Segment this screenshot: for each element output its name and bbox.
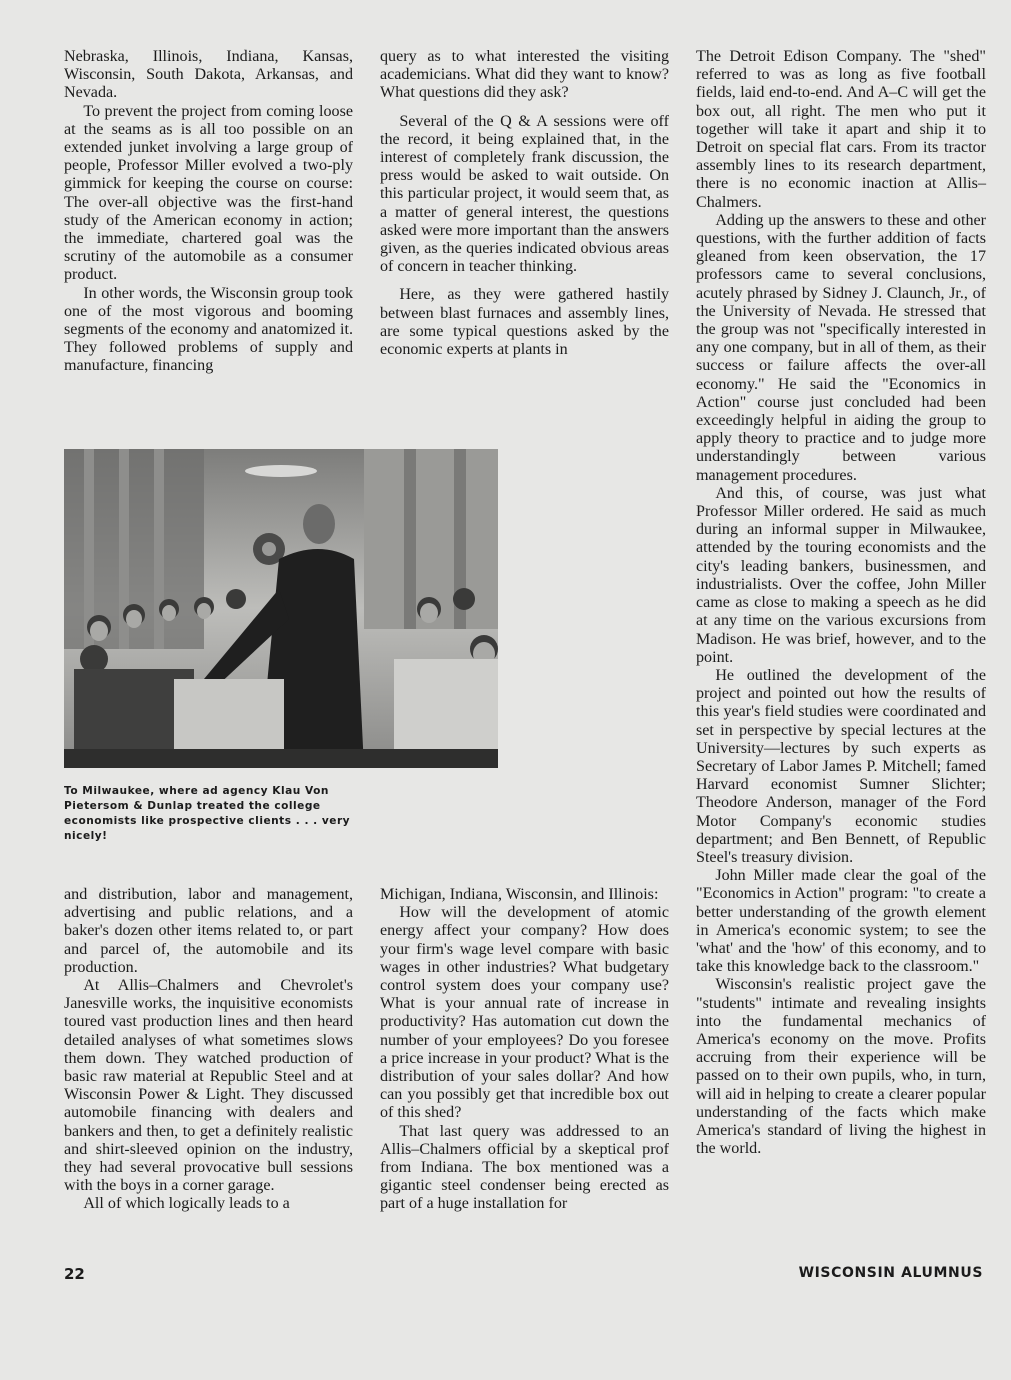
paragraph: He outlined the development of the project and pointed out how the results of this year's field studies were coordinated and set in perspective by special lectures at the University—lectures by such experts as Secretary of Labor James P. Mitchell; famed Harvard economist Sumner Slichter; Theodore Anderson, manager of the Ford Motor Company's economic studies department; and Ben Bennett, of Republic Steel's treasury division.: [696, 666, 986, 866]
paragraph: To prevent the project from coming loose at the seams as is all too possible on an extended junket involving a large group of people, Professor Miller evolved a two-ply gimmick for keeping the course on course: The over-all objective was the first-hand study of the American economy in action; the immediate, chartered goal was the scrutiny of the automobile as a consumer product.: [64, 102, 353, 284]
paragraph: Wisconsin's realistic project gave the "students" intimate and revealing insights into the fundamental mechanics of America's economy on the move. Profits accruing from their experience will be passed on to their own pupils, who, in turn, will aid in helping to create a clearer popular understanding of the facts which make America's standard of living the highest in the world.: [696, 976, 986, 1158]
paragraph: All of which logically leads to a: [83, 1195, 290, 1213]
column-1-bottom: [64, 886, 353, 1214]
paragraph: At Allis–Chalmers and Chevrolet's Janesville works, the inquisitive economists toured vast production lines and then heard detailed analyses of what sometimes slows them down. They watched production of basic raw material at Republic Steel and at Wisconsin Power & Light. They discussed automobile financing with dealers and bankers and then, to get a definitely realistic and shirt-sleeved opinion on the industry, they had several provocative bull sessions with the boys in a corner garage.: [64, 977, 353, 1195]
paragraph: That last query was addressed to an Allis–Chalmers official by a skeptical prof from Indiana. The box mentioned was a gigantic steel condenser being erected as part of a huge installation for: [380, 1122, 669, 1213]
paragraph: Adding up the answers to these and other questions, with the further addition of facts gleaned from keen observation, the 17 professors came to several conclusions, acutely phrased by Sidney J. Claunch, Jr., of the University of Nevada. He stressed that the group was not "specifically interested in any one company, but in all of them, as their success or failure affects the over-all economy." He said the "Economics in Action" course just concluded had been exceedingly helpful in aiding the group to apply theory to practice and to judge more understandingly between various management procedures.: [696, 211, 986, 484]
paragraph: In other words, the Wisconsin group took one of the most vigorous and booming segments of the economy and anatomized it. They followed problems of supply and manufacture, financing: [64, 284, 353, 375]
page-number: 22: [64, 1265, 85, 1283]
column-3: [696, 48, 986, 1158]
paragraph: and distribution, labor and management, advertising and public relations, and a baker's dozen other items related to, or part and parcel of, the automobile and its production.: [64, 886, 353, 976]
paragraph: John Miller made clear the goal of the "Economics in Action" program: "to create a better understanding of the growth element in America's economic system; to see the 'what' and the 'how' of this economy, and to take this knowledge back to the classroom.": [696, 867, 986, 976]
column-1-top: [64, 48, 353, 376]
column-2-bottom: [380, 886, 669, 1214]
paragraph: Several of the Q & A sessions were off the record, it being explained that, in the interest of completely frank discussion, the press would be asked to wait outside. On this particular project, it would seem that, as a matter of general interest, the questions asked were more important than the answers given, as the queries indicated obvious areas of concern in teacher thinking.: [380, 112, 669, 276]
meeting-photo: [64, 449, 498, 768]
photo-caption: To Milwaukee, where ad agency Klau Von Pietersom & Dunlap treated the college economists like prospective clients . . . very nicely!: [64, 785, 351, 842]
column-2-top: [380, 48, 669, 359]
paragraph: And this, of course, was just what Professor Miller ordered. He said as much during an informal supper in Milwaukee, attended by the touring economists and the city's leading bankers, businessmen, and industrialists. Over the coffee, John Miller came as close to making a speech as he did at any time on the various excursions from Madison. He was brief, however, and to the point.: [696, 484, 986, 666]
photo-illustration: [64, 449, 498, 768]
paragraph: Here, as they were gathered hastily between blast furnaces and assembly lines, are some typical questions asked by the economic experts at plants in: [380, 286, 669, 359]
paragraph: The Detroit Edison Company. The "shed" referred to was as long as five football fields, laid end-to-end. And A–C will get the box out, all right. The men who put it together will take it apart and ship it to Detroit on special flat cars. From its tractor assembly lines to its research department, there is no economic inaction at Allis–Chalmers.: [696, 48, 986, 211]
paragraph: Michigan, Indiana, Wisconsin, and Illinois:: [380, 886, 659, 903]
running-title: WISCONSIN ALUMNUS: [798, 1265, 983, 1281]
paragraph: Nebraska, Illinois, Indiana, Kansas, Wisconsin, South Dakota, Arkansas, and Nevada.: [64, 48, 353, 102]
paragraph: query as to what interested the visiting academicians. What did they want to know? What questions did they ask?: [380, 48, 669, 102]
paragraph: How will the development of atomic energy affect your company? How does your firm's wage level compare with basic wages in other industries? What budgetary control system does your company use? What is your annual rate of increase in productivity? Has automation cut down the number of your employees? Do you foresee a price increase in your product? What is the distribution of your sales dollar? And how can you possibly get that incredible box out of this shed?: [380, 904, 669, 1122]
